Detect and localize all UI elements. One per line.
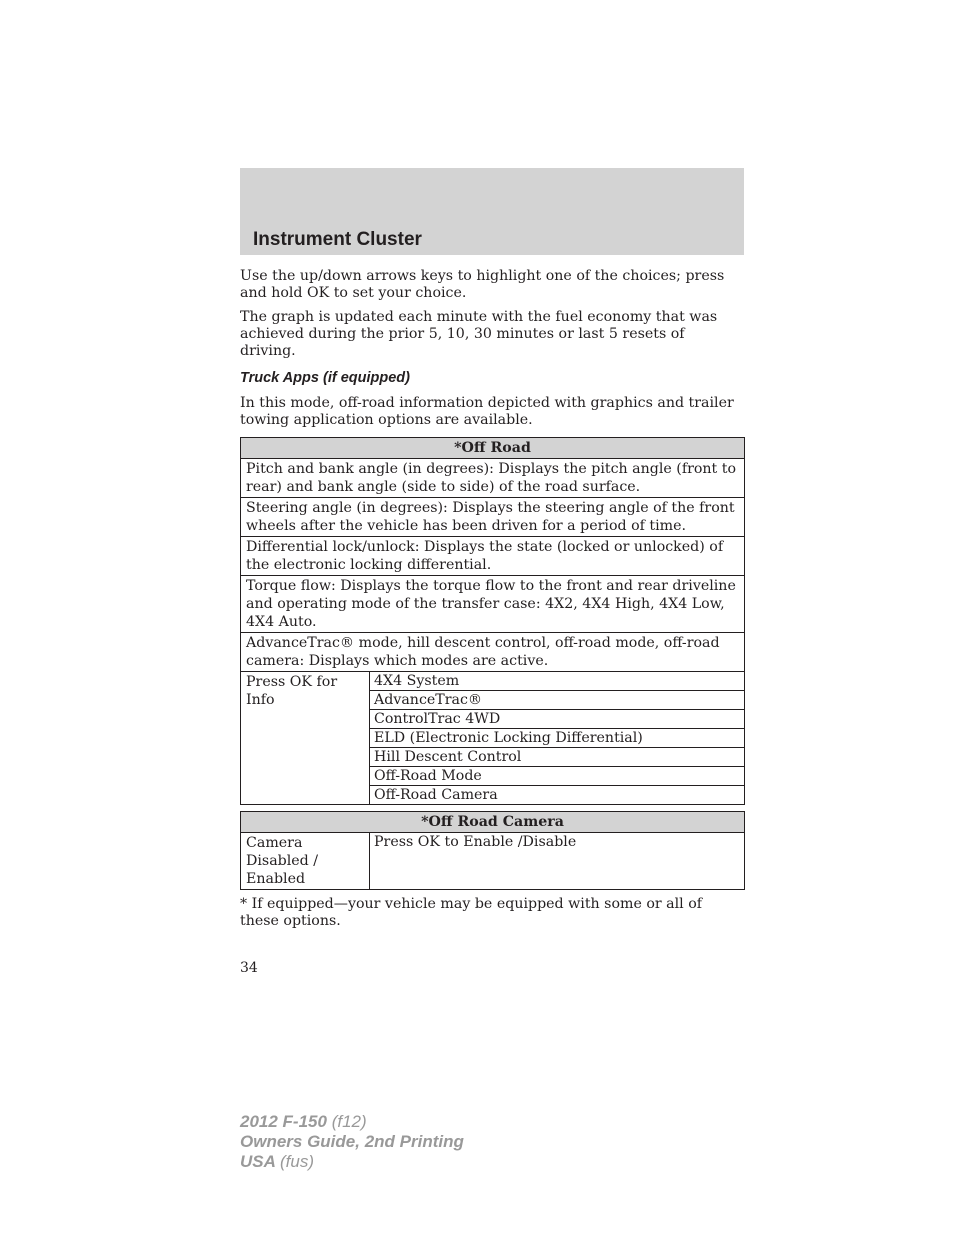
camera-disabled-enabled-label: Camera Disabled / Enabled bbox=[241, 833, 370, 890]
page-number: 34 bbox=[240, 960, 258, 976]
document-footer bbox=[240, 1112, 464, 1172]
info-item-off-road-camera: Off-Road Camera bbox=[370, 786, 745, 805]
footer-printing: Owners Guide, 2nd Printing bbox=[240, 1132, 464, 1151]
off-road-camera-table bbox=[240, 811, 745, 890]
off-road-camera-table-header: *Off Road Camera bbox=[241, 812, 745, 833]
paragraph-graph-update: The graph is updated each minute with the fuel economy that was achieved during the prior 5, 10, 30 minutes or last 5 resets of driving. bbox=[240, 309, 718, 359]
if-equipped-footnote: * If equipped—your vehicle may be equipped with some or all of these options. bbox=[240, 896, 703, 929]
info-item-4x4-system: 4X4 System bbox=[370, 672, 745, 691]
page-content bbox=[240, 268, 744, 937]
camera-enable-disable-value: Press OK to Enable /Disable bbox=[370, 833, 745, 890]
footer-market: USA bbox=[240, 1152, 276, 1171]
section-title: Instrument Cluster bbox=[253, 229, 422, 250]
truck-apps-heading: Truck Apps (if equipped) bbox=[240, 370, 410, 386]
footer-market-code: (fus) bbox=[280, 1152, 314, 1171]
info-item-hill-descent-control: Hill Descent Control bbox=[370, 748, 745, 767]
info-item-advancetrac: AdvanceTrac® bbox=[370, 691, 745, 710]
off-road-table bbox=[240, 437, 745, 805]
info-item-off-road-mode: Off-Road Mode bbox=[370, 767, 745, 786]
off-road-table-header: *Off Road bbox=[241, 438, 745, 459]
section-header-band bbox=[240, 168, 744, 255]
info-item-controltrac-4wd: ControlTrac 4WD bbox=[370, 710, 745, 729]
truck-apps-intro: In this mode, off-road information depicted with graphics and trailer towing application options are available. bbox=[240, 395, 734, 428]
footer-model: 2012 F-150 bbox=[240, 1112, 327, 1131]
footer-line-model bbox=[240, 1112, 464, 1132]
press-ok-for-info-label: Press OK for Info bbox=[241, 672, 370, 805]
footer-model-code: (f12) bbox=[331, 1112, 367, 1131]
off-road-row-torque-flow: Torque flow: Displays the torque flow to the front and rear driveline and operating mode of the transfer case: 4X2, 4X4 High, 4X4 Low, 4X4 Auto. bbox=[241, 576, 745, 633]
off-road-row-steering-angle: Steering angle (in degrees): Displays the steering angle of the front wheels after the vehicle has been driven for a period of time. bbox=[241, 498, 745, 537]
off-road-row-differential-lock: Differential lock/unlock: Displays the state (locked or unlocked) of the electronic locking differential. bbox=[241, 537, 745, 576]
info-item-eld: ELD (Electronic Locking Differential) bbox=[370, 729, 745, 748]
off-road-row-advancetrac-modes: AdvanceTrac® mode, hill descent control, off-road mode, off-road camera: Displays which modes are active. bbox=[241, 633, 745, 672]
paragraph-arrow-keys: Use the up/down arrows keys to highlight one of the choices; press and hold OK to set your choice. bbox=[240, 268, 725, 301]
off-road-row-pitch-bank: Pitch and bank angle (in degrees): Displays the pitch angle (front to rear) and bank angle (side to side) of the road surface. bbox=[241, 459, 745, 498]
footer-line-market bbox=[240, 1152, 464, 1172]
